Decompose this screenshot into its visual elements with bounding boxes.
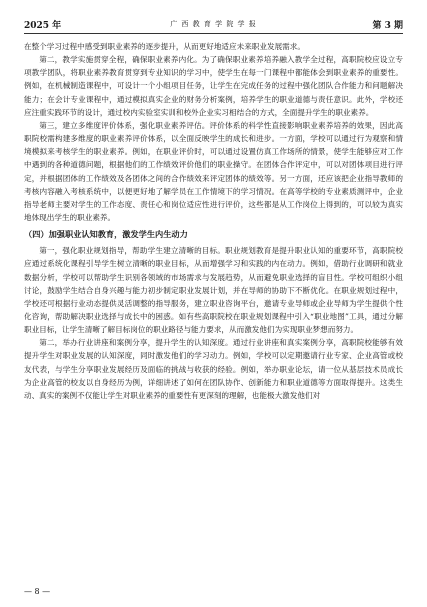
- header-issue: 第 3 期: [372, 21, 403, 31]
- page-number: — 8 —: [24, 587, 51, 596]
- article-body: [24, 40, 403, 402]
- header-year: 2025 年: [24, 21, 62, 31]
- paragraph-teaching-implementation: 第二，教学实施贯穿全程，确保职业素养内化。为了确保职业素养培养融入教学全过程，高职院校应设立专项教学团队，将职业素养教育贯穿到专业知识的学习中，使学生在每一门课程中都能体会到职业素养的重要性。例如，在机械制造课程中，可设计一个小组项目任务，让学生在完成任务的过程中强化团队合作能力和问题解决能力；在会计专业课程中，通过模拟真实企业的财务分析案例，培养学生的职业道德与责任意识。此外，学校还应注重实践环节的设计，通过校内实验室实训和校外企业实习相结合的方式，全面提升学生的职业素养。: [24, 55, 403, 117]
- paragraph-continued: 在整个学习过程中感受到职业素养的逐步提升，从而更好地适应未来职业发展需求。: [24, 42, 305, 51]
- paragraph-career-planning: 第一，强化职业规划指导，帮助学生建立清晰的目标。职业规划教育是提升职业认知的重要环节，高职院校应通过系统化课程引导学生树立清晰的职业目标，从而增强学习和实践的内在动力。例如，借助行业调研和就业数据分析，学校可以帮助学生识别各领域的市场需求与发展趋势，从而避免职业选择的盲目性。学校可组织小组讨论，鼓励学生结合自身兴趣与能力初步制定职业发展计划，并在导师的协助下不断优化。在职业规划过程中，学校还可根据行业动态提供灵活调整的指导服务，建立职业咨询平台，邀请专业导师或企业导师为学生提供个性化咨询，帮助解决职业选择与成长中的困惑。如有些高职院校在职业规划课程中引入“职业地图”工具，通过分解职业目标，让学生清晰了解目标岗位的职业路径与能力要求，从而激发他们为实现职业梦想而努力。: [24, 246, 403, 335]
- header-journal-title: 广 西 教 育 学 院 学 报: [170, 20, 257, 28]
- running-header: [24, 18, 403, 32]
- section-heading: （四）加强职业认知教育，激发学生内生动力: [24, 229, 188, 240]
- paragraph-evaluation-system: 第三，建立多维度评价体系，强化职业素养评估。评价体系的科学性直接影响职业素养培养的效果，因此高职院校需构建多维度的职业素养评价体系，以全面反映学生的成长和进步。一方面，学校可以通过行为观察和情境模拟来考核学生的职业素养。例如，在职业评价时，可以通过设置仿真工作场所的情景，使学生能够应对工作中遇到的各种道德问题，根据他们的工作绩效评价他们的职业操守。在团体合作评定中，可以对团体项目进行评定，并根据团体的工作绩效及各团体之间的合作绩效来评定团体的绩效等。另一方面，还应该把企业指导教师的考核内容融入考核系统中，以便更好地了解学员在工作情境下的学习情况。在高等学校的专业素质测评中，企业指导老师主要对学生的工作态度、责任心和岗位适应性进行评价，这些都是从工作岗位上得到的，可以较为真实地体现出学生的职业素养。: [24, 120, 403, 223]
- header-divider: [24, 33, 403, 34]
- paragraph-industry-lectures: 第二，举办行业讲座和案例分享，提升学生的认知深度。通过行业讲座和真实案例分享，高职院校能够有效提升学生对职业发展的认知深度，同时激发他们的学习动力。例如，学校可以定期邀请行业专家、企业高管或校友代表，与学生分享职业发展经历及面临的挑战与收获的经验。例如，举办职业论坛，请一位从基层技术员成长为企业高管的校友以自身经历为例，详细讲述了如何在团队协作、创新能力和职业道德等方面取得提升。这类生动、真实的案例不仅能让学生对职业素养的重要性有更深刻的理解，也能极大激发他们对: [24, 338, 403, 400]
